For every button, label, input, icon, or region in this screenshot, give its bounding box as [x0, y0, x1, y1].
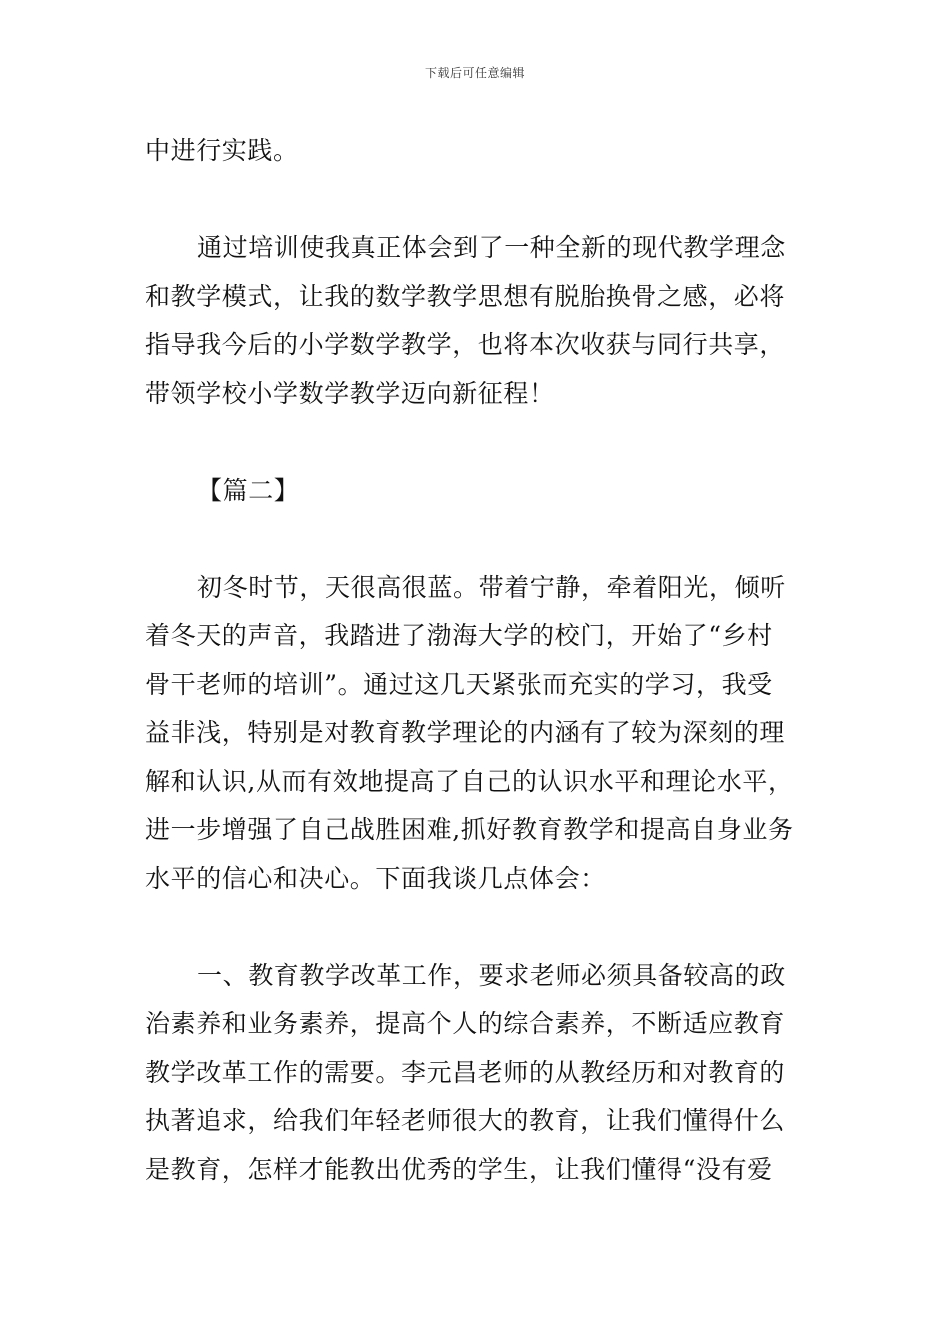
text-line: 着冬天的声音，我踏进了渤海大学的校门，开始了“乡村: [145, 621, 773, 650]
paragraph-gap: [145, 903, 817, 952]
paragraph-point-one: [145, 952, 817, 1195]
text-line: 带领学校小学数学教学迈向新征程！: [145, 378, 555, 408]
section-title: 【篇二】: [197, 475, 300, 505]
text-line: 中进行实践。: [145, 136, 299, 165]
text-line: 解和认识,从而有效地提高了自己的认识水平和理论水平，: [145, 766, 794, 796]
paragraph-training-reflection: [145, 224, 817, 418]
text-line: 水平的信心和决心。下面我谈几点体会：: [145, 863, 606, 893]
paragraph-intro: [145, 564, 817, 904]
text-line: 进一步增强了自己战胜困难,抓好教育教学和提高自身业务: [145, 815, 794, 844]
text-line: 指导我今后的小学数学教学，也将本次收获与同行共享，: [145, 330, 786, 359]
text-line: 教学改革工作的需要。李元昌老师的从教经历和对教育的: [145, 1057, 786, 1087]
text-line: 一、教育教学改革工作，要求老师必须具备较高的政: [197, 960, 786, 990]
text-line: 初冬时节，天很高很蓝。带着宁静，牵着阳光，倾听: [197, 572, 786, 602]
text-line: 是教育，怎样才能教出优秀的学生，让我们懂得“没有爱: [145, 1154, 773, 1184]
text-line: 执著追求，给我们年轻老师很大的教育，让我们懂得什么: [145, 1106, 786, 1135]
text-line: 益非浅，特别是对教育教学理论的内涵有了较为深刻的理: [145, 718, 786, 747]
text-line: 骨干老师的培训”。通过这几天紧张而充实的学习，我受: [145, 669, 773, 699]
paragraph-gap: [145, 515, 817, 564]
text-line: 通过培训使我真正体会到了一种全新的现代教学理念: [197, 233, 786, 262]
text-line: 治素养和业务素养，提高个人的综合素养，不断适应教育: [145, 1009, 786, 1038]
page-header: 下载后可任意编辑: [424, 66, 525, 80]
section-heading: [145, 467, 817, 516]
paragraph-gap: [145, 418, 817, 467]
paragraph-continuation: [145, 127, 817, 176]
document-body: [145, 127, 817, 1194]
text-line: 和教学模式，让我的数学教学思想有脱胎换骨之感，必将: [145, 281, 786, 311]
paragraph-gap: [145, 176, 817, 225]
